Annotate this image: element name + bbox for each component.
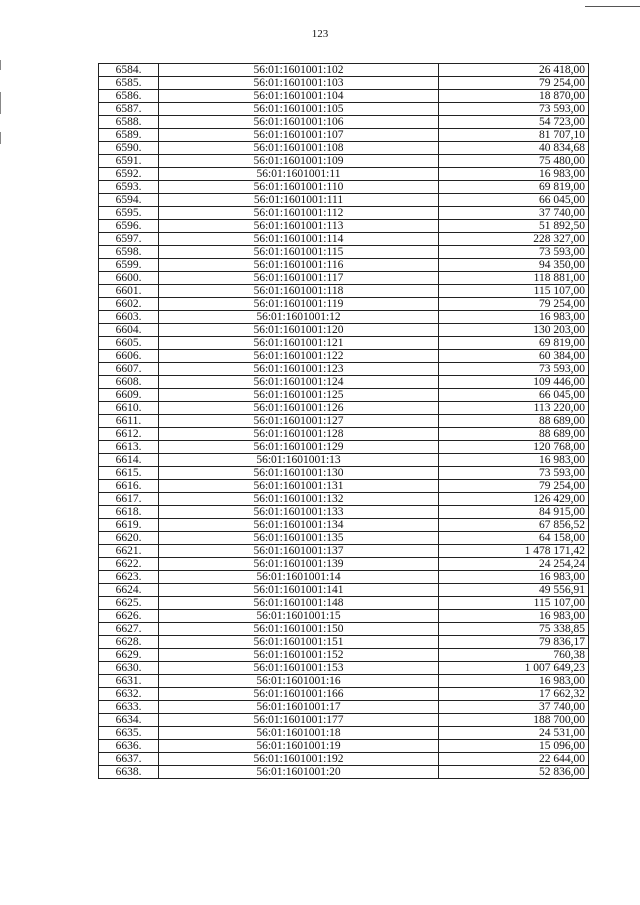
value-cell: 84 915,00: [439, 506, 589, 519]
row-number-cell: 6615.: [99, 467, 159, 480]
row-number-cell: 6631.: [99, 675, 159, 688]
row-number-cell: 6610.: [99, 402, 159, 415]
table-row: [99, 675, 589, 688]
cadastral-number-cell: 56:01:1601001:19: [159, 740, 439, 753]
row-number-cell: 6587.: [99, 103, 159, 116]
cadastral-number-cell: 56:01:1601001:103: [159, 77, 439, 90]
value-cell: 24 254,24: [439, 558, 589, 571]
value-cell: 79 254,00: [439, 298, 589, 311]
table-row: [99, 493, 589, 506]
cadastral-number-cell: 56:01:1601001:132: [159, 493, 439, 506]
table-row: [99, 103, 589, 116]
value-cell: 79 836,17: [439, 636, 589, 649]
page-number: 123: [311, 28, 329, 40]
table-row: [99, 467, 589, 480]
value-cell: 115 107,00: [439, 597, 589, 610]
table-row: [99, 545, 589, 558]
value-cell: 16 983,00: [439, 311, 589, 324]
cadastral-number-cell: 56:01:1601001:151: [159, 636, 439, 649]
row-number-cell: 6584.: [99, 64, 159, 77]
row-number-cell: 6600.: [99, 272, 159, 285]
table-row: [99, 246, 589, 259]
scan-margin-mark: [0, 60, 1, 70]
table-row: [99, 610, 589, 623]
value-cell: 40 834,68: [439, 142, 589, 155]
value-cell: 16 983,00: [439, 675, 589, 688]
value-cell: 79 254,00: [439, 480, 589, 493]
table-row: [99, 155, 589, 168]
table-row: [99, 649, 589, 662]
table-row: [99, 584, 589, 597]
table-row: [99, 415, 589, 428]
table-row: [99, 168, 589, 181]
cadastral-number-cell: 56:01:1601001:125: [159, 389, 439, 402]
scan-margin-mark: [0, 92, 1, 114]
row-number-cell: 6629.: [99, 649, 159, 662]
value-cell: 16 983,00: [439, 610, 589, 623]
value-cell: 94 350,00: [439, 259, 589, 272]
value-cell: 22 644,00: [439, 753, 589, 766]
value-cell: 88 689,00: [439, 428, 589, 441]
row-number-cell: 6590.: [99, 142, 159, 155]
row-number-cell: 6589.: [99, 129, 159, 142]
value-cell: 228 327,00: [439, 233, 589, 246]
cadastral-number-cell: 56:01:1601001:11: [159, 168, 439, 181]
value-cell: 66 045,00: [439, 389, 589, 402]
cadastral-number-cell: 56:01:1601001:107: [159, 129, 439, 142]
table-row: [99, 77, 589, 90]
cadastral-number-cell: 56:01:1601001:121: [159, 337, 439, 350]
table-row: [99, 363, 589, 376]
cadastral-number-cell: 56:01:1601001:148: [159, 597, 439, 610]
table-row: [99, 753, 589, 766]
value-cell: 88 689,00: [439, 415, 589, 428]
cadastral-number-cell: 56:01:1601001:106: [159, 116, 439, 129]
value-cell: 73 593,00: [439, 246, 589, 259]
table-row: [99, 259, 589, 272]
value-cell: 118 881,00: [439, 272, 589, 285]
value-cell: 24 531,00: [439, 727, 589, 740]
row-number-cell: 6604.: [99, 324, 159, 337]
row-number-cell: 6613.: [99, 441, 159, 454]
cadastral-number-cell: 56:01:1601001:131: [159, 480, 439, 493]
cadastral-number-cell: 56:01:1601001:119: [159, 298, 439, 311]
row-number-cell: 6588.: [99, 116, 159, 129]
scan-margin-mark: [0, 132, 1, 144]
cadastral-number-cell: 56:01:1601001:166: [159, 688, 439, 701]
cadastral-number-cell: 56:01:1601001:124: [159, 376, 439, 389]
row-number-cell: 6595.: [99, 207, 159, 220]
cadastral-value-table: [98, 63, 589, 779]
row-number-cell: 6606.: [99, 350, 159, 363]
table-row: [99, 480, 589, 493]
table-row: [99, 714, 589, 727]
row-number-cell: 6632.: [99, 688, 159, 701]
row-number-cell: 6619.: [99, 519, 159, 532]
table-row: [99, 454, 589, 467]
table-row: [99, 402, 589, 415]
table-row: [99, 532, 589, 545]
cadastral-number-cell: 56:01:1601001:141: [159, 584, 439, 597]
row-number-cell: 6594.: [99, 194, 159, 207]
table-row: [99, 701, 589, 714]
row-number-cell: 6601.: [99, 285, 159, 298]
cadastral-number-cell: 56:01:1601001:109: [159, 155, 439, 168]
value-cell: 130 203,00: [439, 324, 589, 337]
cadastral-number-cell: 56:01:1601001:130: [159, 467, 439, 480]
row-number-cell: 6597.: [99, 233, 159, 246]
scan-edge-line: [585, 6, 640, 7]
cadastral-number-cell: 56:01:1601001:133: [159, 506, 439, 519]
table-row: [99, 428, 589, 441]
value-cell: 73 593,00: [439, 103, 589, 116]
value-cell: 760,38: [439, 649, 589, 662]
row-number-cell: 6621.: [99, 545, 159, 558]
cadastral-number-cell: 56:01:1601001:113: [159, 220, 439, 233]
cadastral-number-cell: 56:01:1601001:117: [159, 272, 439, 285]
row-number-cell: 6611.: [99, 415, 159, 428]
table-row: [99, 623, 589, 636]
row-number-cell: 6605.: [99, 337, 159, 350]
cadastral-number-cell: 56:01:1601001:153: [159, 662, 439, 675]
table-row: [99, 129, 589, 142]
value-cell: 37 740,00: [439, 207, 589, 220]
value-cell: 49 556,91: [439, 584, 589, 597]
table-row: [99, 766, 589, 779]
value-cell: 37 740,00: [439, 701, 589, 714]
table-row: [99, 662, 589, 675]
value-cell: 81 707,10: [439, 129, 589, 142]
row-number-cell: 6637.: [99, 753, 159, 766]
row-number-cell: 6635.: [99, 727, 159, 740]
cadastral-number-cell: 56:01:1601001:14: [159, 571, 439, 584]
value-cell: 67 856,52: [439, 519, 589, 532]
value-cell: 188 700,00: [439, 714, 589, 727]
value-cell: 73 593,00: [439, 363, 589, 376]
row-number-cell: 6638.: [99, 766, 159, 779]
value-cell: 18 870,00: [439, 90, 589, 103]
value-cell: 16 983,00: [439, 571, 589, 584]
table-row: [99, 337, 589, 350]
cadastral-number-cell: 56:01:1601001:102: [159, 64, 439, 77]
value-cell: 51 892,50: [439, 220, 589, 233]
row-number-cell: 6612.: [99, 428, 159, 441]
cadastral-number-cell: 56:01:1601001:116: [159, 259, 439, 272]
table-body: [99, 64, 589, 779]
value-cell: 113 220,00: [439, 402, 589, 415]
table-row: [99, 285, 589, 298]
table-row: [99, 90, 589, 103]
value-cell: 120 768,00: [439, 441, 589, 454]
row-number-cell: 6607.: [99, 363, 159, 376]
table-row: [99, 233, 589, 246]
value-cell: 115 107,00: [439, 285, 589, 298]
value-cell: 73 593,00: [439, 467, 589, 480]
row-number-cell: 6596.: [99, 220, 159, 233]
cadastral-number-cell: 56:01:1601001:129: [159, 441, 439, 454]
table-row: [99, 311, 589, 324]
value-cell: 75 480,00: [439, 155, 589, 168]
row-number-cell: 6608.: [99, 376, 159, 389]
cadastral-number-cell: 56:01:1601001:177: [159, 714, 439, 727]
row-number-cell: 6618.: [99, 506, 159, 519]
value-cell: 126 429,00: [439, 493, 589, 506]
value-cell: 1 478 171,42: [439, 545, 589, 558]
row-number-cell: 6620.: [99, 532, 159, 545]
row-number-cell: 6586.: [99, 90, 159, 103]
cadastral-number-cell: 56:01:1601001:105: [159, 103, 439, 116]
value-cell: 15 096,00: [439, 740, 589, 753]
table-row: [99, 571, 589, 584]
table-row: [99, 181, 589, 194]
cadastral-number-cell: 56:01:1601001:104: [159, 90, 439, 103]
value-cell: 52 836,00: [439, 766, 589, 779]
value-cell: 16 983,00: [439, 454, 589, 467]
value-cell: 69 819,00: [439, 181, 589, 194]
table-row: [99, 389, 589, 402]
row-number-cell: 6593.: [99, 181, 159, 194]
table-row: [99, 220, 589, 233]
value-cell: 79 254,00: [439, 77, 589, 90]
row-number-cell: 6585.: [99, 77, 159, 90]
row-number-cell: 6624.: [99, 584, 159, 597]
table-row: [99, 116, 589, 129]
row-number-cell: 6591.: [99, 155, 159, 168]
cadastral-number-cell: 56:01:1601001:152: [159, 649, 439, 662]
row-number-cell: 6628.: [99, 636, 159, 649]
table-row: [99, 727, 589, 740]
cadastral-number-cell: 56:01:1601001:150: [159, 623, 439, 636]
row-number-cell: 6616.: [99, 480, 159, 493]
table-row: [99, 558, 589, 571]
row-number-cell: 6598.: [99, 246, 159, 259]
table-row: [99, 376, 589, 389]
table-row: [99, 740, 589, 753]
value-cell: 64 158,00: [439, 532, 589, 545]
table-row: [99, 636, 589, 649]
table-row: [99, 64, 589, 77]
row-number-cell: 6603.: [99, 311, 159, 324]
table-row: [99, 519, 589, 532]
table-row: [99, 207, 589, 220]
value-cell: 66 045,00: [439, 194, 589, 207]
cadastral-number-cell: 56:01:1601001:120: [159, 324, 439, 337]
row-number-cell: 6602.: [99, 298, 159, 311]
cadastral-number-cell: 56:01:1601001:12: [159, 311, 439, 324]
cadastral-number-cell: 56:01:1601001:112: [159, 207, 439, 220]
cadastral-number-cell: 56:01:1601001:127: [159, 415, 439, 428]
value-cell: 1 007 649,23: [439, 662, 589, 675]
value-cell: 69 819,00: [439, 337, 589, 350]
value-cell: 26 418,00: [439, 64, 589, 77]
cadastral-number-cell: 56:01:1601001:15: [159, 610, 439, 623]
table-row: [99, 597, 589, 610]
cadastral-number-cell: 56:01:1601001:114: [159, 233, 439, 246]
table-row: [99, 688, 589, 701]
cadastral-number-cell: 56:01:1601001:139: [159, 558, 439, 571]
table-row: [99, 350, 589, 363]
table-row: [99, 324, 589, 337]
row-number-cell: 6633.: [99, 701, 159, 714]
value-cell: 16 983,00: [439, 168, 589, 181]
table-row: [99, 194, 589, 207]
table-row: [99, 272, 589, 285]
table-row: [99, 506, 589, 519]
row-number-cell: 6592.: [99, 168, 159, 181]
table-row: [99, 441, 589, 454]
row-number-cell: 6609.: [99, 389, 159, 402]
cadastral-number-cell: 56:01:1601001:17: [159, 701, 439, 714]
row-number-cell: 6636.: [99, 740, 159, 753]
value-cell: 75 338,85: [439, 623, 589, 636]
cadastral-number-cell: 56:01:1601001:20: [159, 766, 439, 779]
row-number-cell: 6630.: [99, 662, 159, 675]
row-number-cell: 6599.: [99, 259, 159, 272]
row-number-cell: 6625.: [99, 597, 159, 610]
table-row: [99, 298, 589, 311]
cadastral-number-cell: 56:01:1601001:128: [159, 428, 439, 441]
cadastral-number-cell: 56:01:1601001:18: [159, 727, 439, 740]
cadastral-number-cell: 56:01:1601001:110: [159, 181, 439, 194]
cadastral-number-cell: 56:01:1601001:115: [159, 246, 439, 259]
cadastral-number-cell: 56:01:1601001:137: [159, 545, 439, 558]
table-row: [99, 142, 589, 155]
cadastral-number-cell: 56:01:1601001:134: [159, 519, 439, 532]
cadastral-number-cell: 56:01:1601001:192: [159, 753, 439, 766]
value-cell: 17 662,32: [439, 688, 589, 701]
cadastral-number-cell: 56:01:1601001:111: [159, 194, 439, 207]
row-number-cell: 6614.: [99, 454, 159, 467]
cadastral-number-cell: 56:01:1601001:122: [159, 350, 439, 363]
value-cell: 60 384,00: [439, 350, 589, 363]
row-number-cell: 6623.: [99, 571, 159, 584]
cadastral-number-cell: 56:01:1601001:13: [159, 454, 439, 467]
row-number-cell: 6622.: [99, 558, 159, 571]
cadastral-number-cell: 56:01:1601001:123: [159, 363, 439, 376]
cadastral-number-cell: 56:01:1601001:108: [159, 142, 439, 155]
cadastral-number-cell: 56:01:1601001:16: [159, 675, 439, 688]
cadastral-number-cell: 56:01:1601001:118: [159, 285, 439, 298]
row-number-cell: 6617.: [99, 493, 159, 506]
value-cell: 54 723,00: [439, 116, 589, 129]
value-cell: 109 446,00: [439, 376, 589, 389]
row-number-cell: 6627.: [99, 623, 159, 636]
cadastral-number-cell: 56:01:1601001:126: [159, 402, 439, 415]
cadastral-number-cell: 56:01:1601001:135: [159, 532, 439, 545]
row-number-cell: 6626.: [99, 610, 159, 623]
row-number-cell: 6634.: [99, 714, 159, 727]
